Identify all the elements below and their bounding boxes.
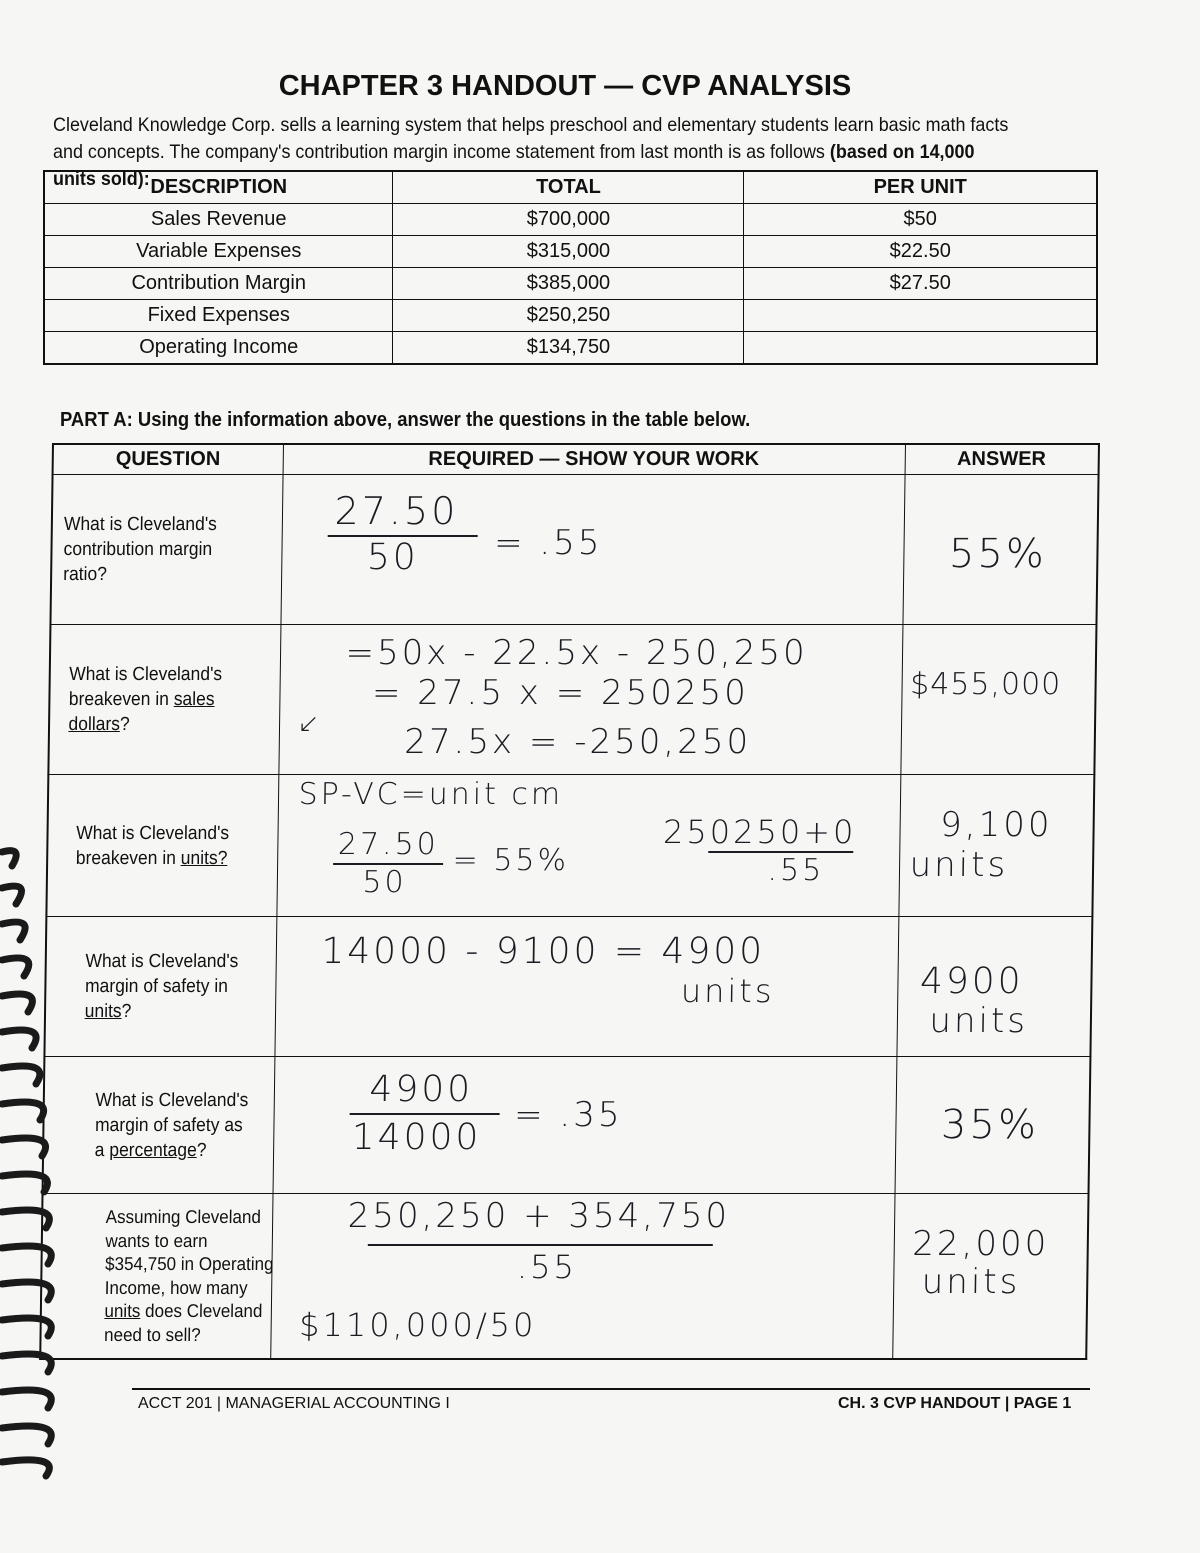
- table-row: [44, 236, 1097, 268]
- footer-course: ACCT 201 | MANAGERIAL ACCOUNTING I: [138, 1395, 450, 1412]
- question-text: [50, 662, 235, 737]
- answer-cell[interactable]: [895, 1057, 1091, 1194]
- table-row: [44, 268, 1097, 300]
- question-text-main: What is Cleveland's breakeven in: [68, 664, 223, 710]
- part-a-heading: PART A: Using the information above, answer the questions in the table below.: [60, 408, 751, 431]
- footer-divider: [132, 1388, 1090, 1390]
- answer-cell[interactable]: [892, 1194, 1088, 1359]
- work-line: =50x - 22.5x - 250,250: [345, 633, 808, 673]
- question-text-end: ?: [121, 1001, 132, 1022]
- spiral-binding-icon: [0, 840, 70, 1480]
- work-cell[interactable]: [276, 775, 900, 917]
- column-header-answer: ANSWER: [905, 444, 1099, 475]
- work-numerator: 27.50: [337, 827, 440, 862]
- intro-bold-text: (based on 14,000 units sold):: [53, 141, 975, 190]
- question-row: [43, 1057, 1091, 1194]
- row-total: $250,250: [393, 300, 744, 332]
- row-per-unit: [744, 332, 1097, 365]
- table-row: [44, 204, 1097, 236]
- question-text: [48, 821, 242, 871]
- work-result: = .35: [513, 1095, 623, 1135]
- work-denominator: .55: [516, 1248, 578, 1286]
- work-cell[interactable]: [280, 475, 904, 625]
- work-extra: $110,000/50: [298, 1306, 537, 1344]
- question-text: [41, 1205, 280, 1346]
- question-row: [44, 917, 1092, 1057]
- intro-text: Cleveland Knowledge Corp. sells a learning system that helps preschool and elementary students learn basic math facts and concepts. The company's contribution margin income statement from last month is as follows: [53, 114, 1009, 163]
- question-text: [46, 949, 242, 1024]
- question-underlined: units?: [180, 847, 228, 869]
- row-total: $134,750: [393, 332, 744, 365]
- row-description: Sales Revenue: [44, 204, 393, 236]
- column-header-question: QUESTION: [53, 444, 283, 475]
- fraction-bar: [367, 1244, 712, 1246]
- column-header-work: REQUIRED — SHOW YOUR WORK: [283, 444, 905, 475]
- question-underlined: sales dollars: [68, 689, 215, 735]
- column-header-per-unit: PER UNIT: [744, 171, 1097, 204]
- question-cell: [50, 475, 282, 625]
- question-cell: [43, 1057, 275, 1194]
- row-per-unit: [744, 300, 1097, 332]
- row-description: Fixed Expenses: [44, 300, 393, 332]
- row-per-unit: $22.50: [744, 236, 1097, 268]
- row-description: Variable Expenses: [44, 236, 393, 268]
- answer-text: 35%: [940, 1102, 1040, 1148]
- answer-text: 55%: [948, 531, 1048, 577]
- answer-cell[interactable]: [900, 625, 1096, 775]
- work-denominator: 14000: [351, 1117, 482, 1158]
- work-numerator: 4900: [369, 1069, 474, 1110]
- question-text-main: Assuming Cleveland wants to earn $354,750 in Operating Income, how many: [104, 1206, 274, 1298]
- question-cell: [48, 625, 280, 775]
- column-header-total: TOTAL: [393, 171, 744, 204]
- question-text-end: ?: [119, 714, 130, 735]
- work-right-denominator: .55: [767, 853, 825, 888]
- row-total: $315,000: [393, 236, 744, 268]
- question-text-end: ?: [196, 1139, 207, 1161]
- work-line: = 27.5 x = 250250: [371, 673, 750, 713]
- work-cell[interactable]: [270, 1194, 894, 1359]
- fraction-bar: [349, 1113, 499, 1115]
- row-total: $700,000: [393, 204, 744, 236]
- work-denominator: 50: [362, 865, 407, 900]
- question-row: [48, 625, 1096, 775]
- table-row: [44, 300, 1097, 332]
- question-row: [50, 475, 1098, 625]
- work-cell[interactable]: [278, 625, 902, 775]
- work-line: 14000 - 9100 = 4900: [321, 931, 766, 972]
- question-text-main: What is Cleveland's margin of safety as a: [94, 1089, 249, 1161]
- question-cell: [40, 1194, 272, 1359]
- row-per-unit: $27.50: [744, 268, 1097, 300]
- work-result: = .55: [493, 523, 603, 563]
- row-total: $385,000: [393, 268, 744, 300]
- table-header-row: [44, 171, 1097, 204]
- answer-unit: units: [921, 1262, 1021, 1302]
- answer-unit: units: [929, 1001, 1029, 1041]
- question-underlined: units: [84, 1001, 122, 1022]
- work-right-numerator: 250250+0: [662, 813, 857, 851]
- footer-page-info: CH. 3 CVP HANDOUT | PAGE 1: [838, 1395, 1072, 1412]
- question-cell: [46, 775, 278, 917]
- row-per-unit: $50: [744, 204, 1097, 236]
- table-row: [44, 332, 1097, 365]
- work-cell[interactable]: [273, 1057, 897, 1194]
- answer-cell[interactable]: [902, 475, 1098, 625]
- question-text-main: What is Cleveland's margin of safety in: [84, 951, 239, 997]
- work-numerator: 250,250 + 354,750: [347, 1196, 731, 1236]
- answer-cell[interactable]: [896, 917, 1092, 1057]
- work-cell[interactable]: [274, 917, 898, 1057]
- answer-text: 9,100: [939, 805, 1053, 845]
- question-text-main: What is Cleveland's breakeven in: [75, 822, 230, 869]
- answer-text: $455,000: [909, 667, 1062, 702]
- row-description: Operating Income: [44, 332, 393, 365]
- answer-cell[interactable]: [898, 775, 1094, 917]
- page-title: CHAPTER 3 HANDOUT — CVP ANALYSIS: [278, 70, 852, 102]
- work-denominator: 50: [366, 537, 419, 578]
- answer-text: 22,000: [912, 1224, 1050, 1264]
- column-header-description: DESCRIPTION: [44, 171, 393, 204]
- question-cell: [44, 917, 276, 1057]
- questions-table: [39, 443, 1100, 1360]
- work-line: SP-VC=unit cm: [298, 777, 564, 812]
- work-line: 27.5x = -250,250: [404, 722, 752, 762]
- arrow-icon: ↙: [297, 709, 323, 739]
- work-result: = 55%: [452, 843, 570, 878]
- question-text-end: does Cleveland need to sell?: [103, 1300, 263, 1345]
- work-numerator: 27.50: [334, 489, 459, 533]
- question-underlined: units: [104, 1300, 141, 1322]
- question-row: [40, 1194, 1088, 1359]
- income-statement-table: [43, 170, 1098, 365]
- answer-unit: units: [909, 845, 1009, 885]
- row-description: Contribution Margin: [44, 268, 393, 300]
- work-line: units: [680, 972, 775, 1010]
- question-text: [44, 1088, 252, 1163]
- answer-text: 4900: [919, 961, 1024, 1002]
- table-header-row: [53, 444, 1099, 475]
- question-underlined: percentage: [109, 1139, 197, 1161]
- question-text: What is Cleveland's contribution margin ratio?: [63, 514, 217, 585]
- question-row: [46, 775, 1094, 917]
